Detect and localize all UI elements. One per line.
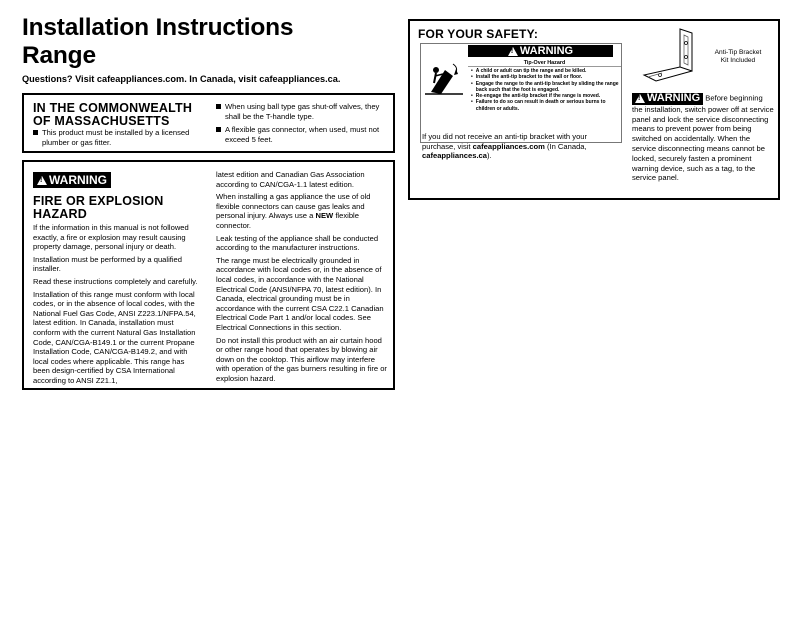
fire-warning-left-column xyxy=(33,223,203,389)
fire-warning-right-column xyxy=(216,170,388,386)
bullet-square-icon xyxy=(33,130,38,135)
anti-tip-kit-label xyxy=(708,49,768,65)
massachusetts-box xyxy=(22,93,395,153)
page-title xyxy=(22,14,293,70)
power-warning xyxy=(632,93,774,183)
massachusetts-right-bullet-text: A flexible gas connector, when used, must not exceed 5 feet. xyxy=(225,125,380,144)
fire-paragraph-text: flexible connector. xyxy=(216,211,359,230)
receive-text: ). xyxy=(487,151,492,161)
massachusetts-right-bullet xyxy=(216,102,386,121)
fire-paragraph-bold: NEW xyxy=(315,211,334,221)
questions-line: Questions? Visit cafeappliances.com. In Canada, visit cafeappliances.ca. xyxy=(22,74,341,84)
receive-link-text: cafeappliances.com xyxy=(472,141,545,151)
receive-text: If you did not receive an anti-tip bracket with your purchase, visit xyxy=(422,132,588,151)
tip-over-bullets xyxy=(471,68,619,112)
fire-paragraph: Read these instructions completely and carefully. xyxy=(33,276,198,286)
fire-paragraph: Installation of this range must conform with local codes, or in the absence of local codes, with the National Fuel Gas Code, ANSI Z223.1/NFPA.54, latest edition. In Canada, installation must conform with the current Natural Gas Installation Code, CAN/CGA-B149.1 or the current Propane Installation Code, CAN/CGA-B149.2, and with local codes where applicable. This range has been design-certified by CSA International according to ANSI Z21.1, xyxy=(33,289,196,385)
tip-over-bullet-text: Failure to do so can result in death or serious burns to children or adults. xyxy=(475,99,606,112)
fire-paragraph: Installation must be performed by a qualified installer. xyxy=(33,254,183,274)
fire-paragraph: latest edition and Canadian Gas Association according to CAN/CGA-1.1 latest edition. xyxy=(216,170,365,189)
power-warning-badge-text: WARNING xyxy=(647,92,701,104)
anti-tip-bracket-icon xyxy=(640,27,710,87)
massachusetts-right-bullet xyxy=(216,125,386,144)
tip-over-title: Tip-Over Hazard xyxy=(468,60,621,67)
fire-heading-line-1: FIRE OR EXPLOSION xyxy=(33,194,164,208)
bullet-square-icon xyxy=(216,104,221,109)
fire-warning-heading xyxy=(33,195,213,221)
warning-triangle-icon xyxy=(635,94,645,103)
anti-tip-receive-text xyxy=(422,132,612,161)
fire-paragraph: Leak testing of the appliance shall be conducted according to the manufacturer instructions. xyxy=(216,233,379,253)
bullet-square-icon xyxy=(216,127,221,132)
anti-tip-bracket-illustration xyxy=(640,27,710,87)
bullet-dot-icon: • xyxy=(471,74,473,81)
bullet-dot-icon: • xyxy=(471,99,473,106)
tip-over-bullet xyxy=(471,99,619,112)
warning-triangle-icon xyxy=(37,176,47,185)
fire-warning-badge-text: WARNING xyxy=(49,173,107,187)
bullet-dot-icon: • xyxy=(471,93,473,100)
fire-paragraph-new-connector xyxy=(216,192,388,230)
range-tip-over-icon xyxy=(423,56,465,96)
safety-box xyxy=(408,19,780,200)
kit-label-line-1: Anti-Tip Bracket xyxy=(714,49,762,56)
massachusetts-right-bullet-text: When using ball type gas shut-off valves, they shall be the T-handle type. xyxy=(225,102,380,121)
massachusetts-left-bullet-text: This product must be installed by a licensed plumber or gas fitter. xyxy=(42,128,190,147)
title-line-1: Installation Instructions xyxy=(22,14,294,41)
power-warning-text-inline: Before beginning xyxy=(705,93,763,103)
bullet-dot-icon: • xyxy=(471,68,473,74)
power-warning-text: the installation, switch power off at service panel and lock the service disconnecting means to prevent power from being switched on accidentally. When the service disconnecting means cannot be locked, securely fasten a prominent warning device, such as a tag, to the service panel. xyxy=(632,104,774,183)
fire-warning-box xyxy=(22,160,395,390)
tip-over-bullet-text: Engage the range to the anti-tip bracket by sliding the range back such that the foot is engaged. xyxy=(475,80,619,93)
receive-text: (In Canada, xyxy=(544,141,587,151)
tip-over-pictogram xyxy=(423,56,465,96)
fire-heading-line-2: HAZARD xyxy=(33,207,87,221)
warning-triangle-icon xyxy=(508,47,518,56)
fire-warning-badge xyxy=(33,172,111,188)
massachusetts-heading-line-2: OF MASSACHUSETTS xyxy=(33,114,170,128)
receive-link-text: cafeappliances.ca xyxy=(422,151,488,161)
tip-over-bullet-text: Re-engage the anti-tip bracket if the range is moved. xyxy=(475,93,601,100)
tip-over-warning-label xyxy=(420,43,622,143)
massachusetts-right-bullets xyxy=(216,102,386,144)
fire-paragraph-text: When installing a gas appliance the use of old flexible connectors can cause gas leaks and personal injury. Always use a xyxy=(216,192,371,221)
massachusetts-heading xyxy=(33,102,218,128)
power-warning-badge xyxy=(632,93,703,105)
tip-over-badge-text: WARNING xyxy=(519,45,574,57)
bullet-dot-icon: • xyxy=(471,80,473,87)
fire-paragraph: If the information in this manual is not followed exactly, a fire or explosion may result causing property damage, personal injury or death. xyxy=(33,223,189,252)
tip-over-bullet-text: A child or adult can tip the range and be killed. xyxy=(475,68,587,74)
fire-paragraph: Do not install this product with an air curtain hood or other range hood that operates by blowing air down on the cooktop. This airflow may interfere with operation of the gas burners resulting in fire or explosion hazard. xyxy=(216,335,387,383)
fire-paragraph: The range must be electrically grounded in accordance with local codes or, in the absence of local codes, in accordance with the National Electrical Code (ANSI/NFPA 70, latest edition). In Canada, electrical grounding must be in accordance with the current CSA C22.1 Canadian Electrical Code Part 1 and/or local codes. See Electrical Connections in this section. xyxy=(216,255,384,332)
massachusetts-heading-line-1: IN THE COMMONWEALTH xyxy=(33,101,193,115)
kit-label-line-2: Kit Included xyxy=(720,57,756,64)
tip-over-warning-badge xyxy=(468,45,613,57)
title-line-2: Range xyxy=(22,42,96,69)
tip-over-bullet-text: Install the anti-tip bracket to the wall or floor. xyxy=(475,74,583,81)
tip-over-bullet xyxy=(471,81,619,94)
massachusetts-left-bullet xyxy=(33,128,213,147)
safety-heading: FOR YOUR SAFETY: xyxy=(418,27,539,41)
